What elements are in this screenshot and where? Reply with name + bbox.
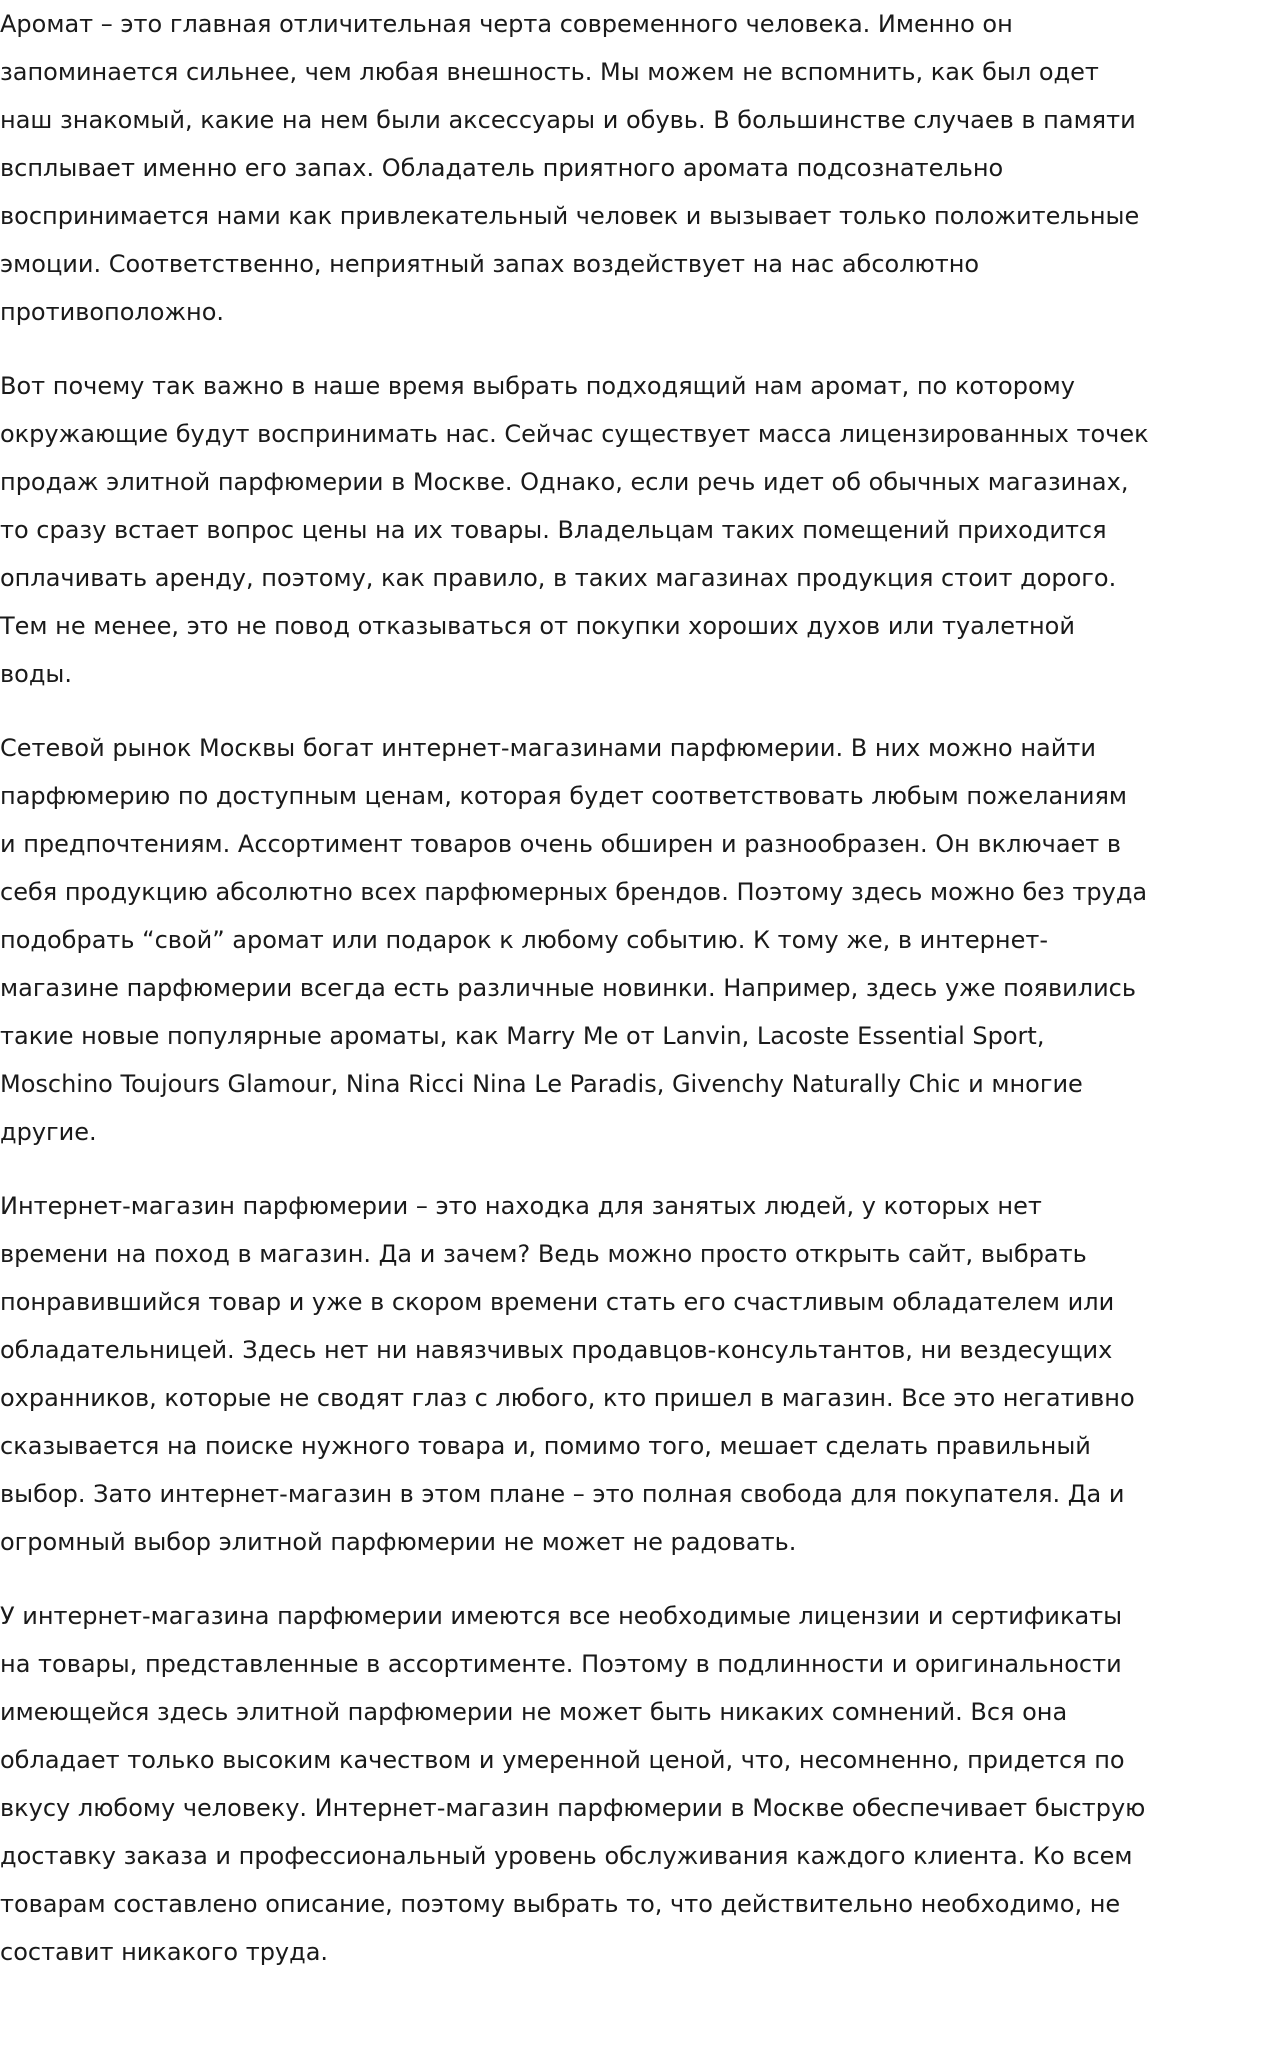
paragraph-2: Вот почему так важно в наше время выбрать подходящий нам аромат, по которому окружающие будут воспринимать нас. Сейчас существует масса лицензированных точек продаж элитной парфюмерии в Москве. Однако, если речь идет об обычных магазинах, то сразу встает вопрос цены на их товары. Владельцам таких помещений приходится оплачивать аренду, поэтому, как правило, в таких магазинах продукция стоит дорого. Тем не менее, это не повод отказываться от покупки хороших духов или туалетной воды. [0,372,1149,688]
paragraph-1: Аромат – это главная отличительная черта современного человека. Именно он запоминается сильнее, чем любая внешность. Мы можем не вспомнить, как был одет наш знакомый, какие на нем были аксессуары и обувь. В большинстве случаев в памяти всплывает именно его запах. Обладатель приятного аромата подсознательно воспринимается нами как привлекательный человек и вызывает только положительные эмоции. Соответственно, неприятный запах воздействует на нас абсолютно противоположно. [0,10,1140,326]
paragraph-3: Сетевой рынок Москвы богат интернет-магазинами парфюмерии. В них можно найти парфюмерию по доступным ценам, которая будет соответствовать любым пожеланиям и предпочтениям. Ассортимент товаров очень обширен и разнообразен. Он включает в себя продукцию абсолютно всех парфюмерных брендов. Поэтому здесь можно без труда подобрать “свой” аромат или подарок к любому событию. К тому же, в интернет-магазине парфюмерии всегда есть различные новинки. Например, здесь уже появились такие новые популярные ароматы, как Marry Me от Lanvin, Lacoste Essential Sport, Moschino Toujours Glamour, Nina Ricci Nina Le Paradis, Givenchy Naturally Chic и многие другие. [0,734,1148,1146]
paragraph-5: У интернет-магазина парфюмерии имеются все необходимые лицензии и сертификаты на товары, представленные в ассортименте. Поэтому в подлинности и оригинальности имеющейся здесь элитной парфюмерии не может быть никаких сомнений. Вся она обладает только высоким качеством и умеренной ценой, что, несомненно, придется по вкусу любому человеку. Интернет-магазин парфюмерии в Москве обеспечивает быструю доставку заказа и профессиональный уровень обслуживания каждого клиента. Ко всем товарам составлено описание, поэтому выбрать то, что действительно необходимо, не составит никакого труда. [0,1602,1146,1966]
paragraph-4: Интернет-магазин парфюмерии – это находка для занятых людей, у которых нет времени на поход в магазин. Да и зачем? Ведь можно просто открыть сайт, выбрать понравившийся товар и уже в скором времени стать его счастливым обладателем или обладательницей. Здесь нет ни навязчивых продавцов-консультантов, ни вездесущих охранников, которые не сводят глаз с любого, кто пришел в магазин. Все это негативно сказывается на поиске нужного товара и, помимо того, мешает сделать правильный выбор. Зато интернет-магазин в этом плане – это полная свобода для покупателя. Да и огромный выбор элитной парфюмерии не может не радовать. [0,1192,1135,1556]
